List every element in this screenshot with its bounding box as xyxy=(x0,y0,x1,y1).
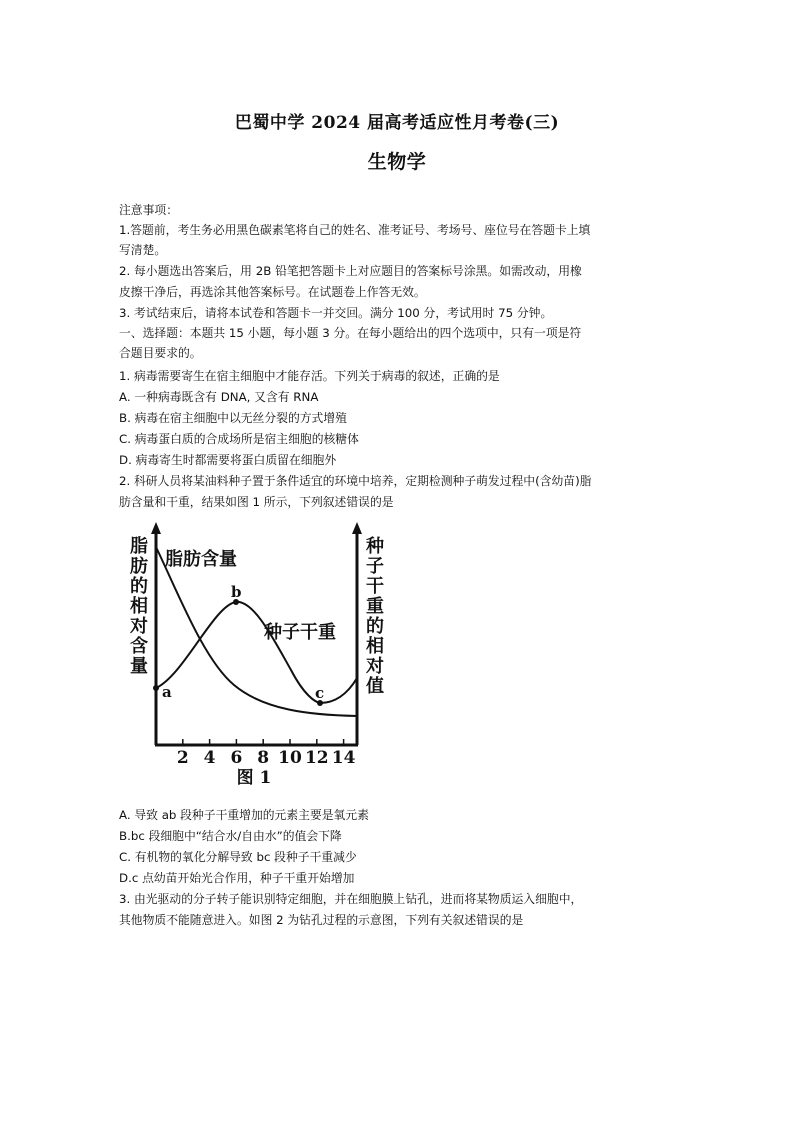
q1-option-d: D. 病毒寄生时都需要将蛋白质留在细胞外 xyxy=(119,453,337,467)
fat-curve-label: 脂肪含量 xyxy=(165,549,237,570)
notice-heading: 注意事项： xyxy=(119,203,178,217)
left-axis-label xyxy=(130,536,148,677)
question-1: 1. 病毒需要寄生在宿主细胞中才能存活。下列关于病毒的叙述，正确的是 xyxy=(119,369,500,383)
axis-label-char: 对 xyxy=(130,616,148,637)
x-tick-label: 14 xyxy=(331,748,356,768)
axis-label-char: 量 xyxy=(130,656,148,677)
notice-line: 3. 考试结束后，请将本试卷和答题卡一并交回。满分 100 分，考试用时 75 分钟。 xyxy=(119,306,553,320)
right-axis-arrow xyxy=(352,522,362,534)
axis-label-char: 重 xyxy=(366,596,384,617)
axis-label-char: 值 xyxy=(366,676,384,697)
axis-label-char: 子 xyxy=(366,556,384,577)
axis-label-char: 脂 xyxy=(130,536,148,557)
q1-option-b: B. 病毒在宿主细胞中以无丝分裂的方式增殖 xyxy=(119,411,347,425)
question-2: 2. 科研人员将某油料种子置于条件适宜的环境中培养，定期检测种子萌发过程中(含幼苗)脂 xyxy=(119,474,592,488)
notice-line: 1.答题前，考生务必用黑色碳素笔将自己的姓名、准考证号、考场号、座位号在答题卡上填 xyxy=(119,223,591,237)
question-3: 3. 由光驱动的分子转子能识别特定细胞，并在细胞膜上钻孔，进而将某物质运入细胞中， xyxy=(119,892,583,906)
axis-label-char: 的 xyxy=(366,616,384,637)
section-heading: 一、选择题：本题共 15 小题，每小题 3 分。在每小题给出的四个选项中，只有一项是符 xyxy=(119,326,582,340)
figure-1-chart xyxy=(119,520,394,795)
q2-option-b: B.bc 段细胞中“结合水/自由水”的值会下降 xyxy=(119,829,342,843)
right-axis-label xyxy=(365,535,384,697)
notice-line: 2. 每小题选出答案后，用 2B 铅笔把答题卡上对应题目的答案标号涂黑。如需改动，用橡 xyxy=(119,264,582,278)
seed-dry-weight-curve xyxy=(156,602,357,703)
point-b-label: b xyxy=(231,583,242,601)
axis-label-char: 的 xyxy=(130,576,148,597)
weight-curve-label: 种子干重 xyxy=(264,622,336,643)
x-tick-label: 2 xyxy=(176,748,189,768)
q1-option-c: C. 病毒蛋白质的合成场所是宿主细胞的核糖体 xyxy=(119,432,359,446)
axis-label-char: 干 xyxy=(366,576,384,597)
subject-title: 生物学 xyxy=(367,151,427,173)
x-tick-label: 8 xyxy=(257,748,270,768)
question-2: 肪含量和干重，结果如图 1 所示，下列叙述错误的是 xyxy=(119,495,394,509)
notice-line: 写清楚。 xyxy=(119,243,167,257)
section-heading: 合题目要求的。 xyxy=(119,346,202,360)
x-tick-label: 12 xyxy=(304,748,329,768)
q2-option-c: C. 有机物的氧化分解导致 bc 段种子干重减少 xyxy=(119,850,357,864)
x-tick-label: 4 xyxy=(203,748,216,768)
figure-1 xyxy=(119,520,394,795)
q2-option-d: D.c 点幼苗开始光合作用，种子干重开始增加 xyxy=(119,871,355,885)
axis-label-char: 对 xyxy=(366,656,384,677)
axis-label-char: 种 xyxy=(366,536,384,557)
axis-label-char: 含 xyxy=(130,636,148,657)
axis-label-char: 相 xyxy=(366,636,384,657)
axis-label-char: 肪 xyxy=(130,556,148,577)
x-tick-label: 10 xyxy=(278,748,302,768)
figure-caption: 图 1 xyxy=(236,768,272,788)
point-a-marker xyxy=(153,685,159,691)
axis-label-char: 相 xyxy=(130,596,148,617)
point-c-label: c xyxy=(315,684,325,702)
point-a-label: a xyxy=(162,683,172,701)
notice-line: 皮擦干净后，再选涂其他答案标号。在试题卷上作答无效。 xyxy=(119,285,426,299)
question-3: 其他物质不能随意进入。如图 2 为钻孔过程的示意图，下列有关叙述错误的是 xyxy=(119,913,524,927)
x-axis-ticks xyxy=(177,739,356,768)
q2-option-a: A. 导致 ab 段种子干重增加的元素主要是氧元素 xyxy=(119,808,369,822)
left-axis-arrow xyxy=(151,522,161,534)
x-tick-label: 6 xyxy=(230,748,243,768)
q1-option-a: A. 一种病毒既含有 DNA, 又含有 RNA xyxy=(119,390,319,404)
exam-title: 巴蜀中学 2024 届高考适应性月考卷(三) xyxy=(234,113,560,133)
